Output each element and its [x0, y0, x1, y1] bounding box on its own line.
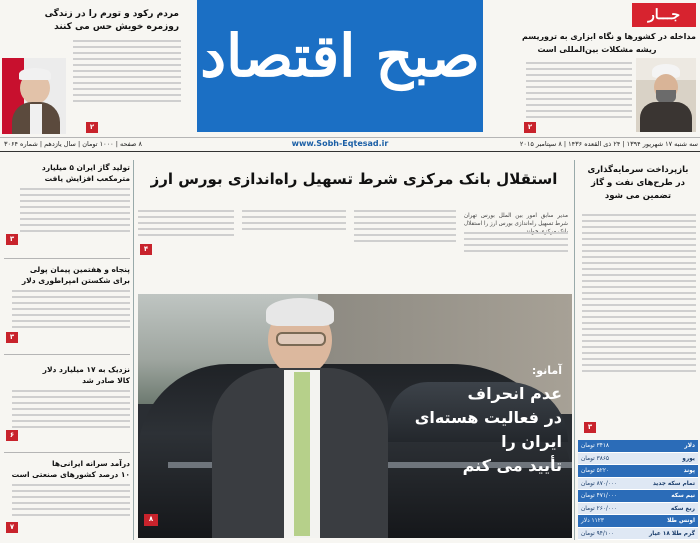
- rates-label: اونس طلا: [667, 518, 695, 524]
- left-story-2-body: [12, 290, 130, 328]
- issue-line: ۸ صفحه | ۱۰۰۰ تومان | سال یازدهم | شماره ۳۰۶۴: [4, 140, 143, 148]
- left-story-3-title-line1: نزدیک به ۱۷ میلیارد دلار: [42, 365, 130, 374]
- jar-badge: جـــار: [632, 3, 696, 27]
- masthead: [197, 0, 483, 132]
- right-story-title-line1: بازپرداخت سرمایه‌گذاری: [587, 165, 689, 175]
- rates-value: ۸۷۰/۰۰۰ تومان: [581, 480, 618, 487]
- left-story-2-page-badge[interactable]: ۳: [6, 332, 18, 343]
- top-left-title-line2: روزمره خویش حس می کنند: [54, 22, 179, 32]
- rates-label: ربع سکه: [670, 505, 695, 512]
- rates-row: [578, 478, 698, 491]
- rates-label: دلار: [684, 443, 695, 449]
- rates-table: [578, 440, 698, 540]
- rates-label: پوند: [683, 468, 695, 474]
- left-story-1[interactable]: [4, 162, 130, 243]
- rates-label: تمام سکه جدید: [652, 480, 695, 487]
- rates-value: ۹۴/۱۰۰ تومان: [581, 530, 615, 537]
- main-page-badge[interactable]: ۴: [140, 244, 152, 255]
- right-story-title[interactable]: [580, 164, 696, 203]
- rates-row: [578, 515, 698, 528]
- masthead-logo[interactable]: صبح اقتصاد: [200, 22, 480, 90]
- left-rule-3: [4, 452, 130, 453]
- rates-label: یورو: [682, 455, 695, 462]
- top-right-title-line1: مداخله در کشورها و نگاه ابزاری به تروریسم: [522, 32, 696, 41]
- left-story-2-title-line1: پنجاه و هفتمین پیمان پولی: [29, 265, 130, 274]
- left-col-sep: [133, 160, 134, 540]
- main-col2-body: [354, 206, 456, 246]
- photo-caption-line2: در فعالیت هسته‌ای ایران را: [414, 408, 562, 451]
- date-bar-rule: [0, 151, 700, 152]
- photo-caption[interactable]: [382, 382, 562, 478]
- left-rule-1: [4, 258, 130, 259]
- rates-value: ۲۶۰/۰۰۰ تومان: [581, 505, 618, 512]
- left-story-4-title-line2: ۱۰ درصد کشورهای صنعتی است: [11, 470, 130, 479]
- right-story-page-badge[interactable]: ۳: [584, 422, 596, 433]
- main-col4-body: [138, 206, 234, 240]
- top-left-title-line1: مردم رکود و تورم را در زندگی: [44, 9, 179, 19]
- left-rule-2: [4, 354, 130, 355]
- rates-row: [578, 440, 698, 453]
- top-left-news: [0, 0, 185, 138]
- photo-caption-line1: عدم انحراف: [467, 384, 562, 403]
- left-story-4[interactable]: [4, 458, 130, 531]
- rates-value: ۴۷۱/۰۰۰ تومان: [581, 493, 618, 499]
- rates-row: [578, 503, 698, 516]
- top-right-photo: [636, 58, 696, 132]
- left-story-4-page-badge[interactable]: ۷: [6, 522, 18, 533]
- right-story-title-line2: در طرح‌های نفت و گاز: [590, 178, 685, 188]
- top-left-body: [73, 36, 181, 106]
- left-story-4-title-line1: درآمد سرانه ایرانی‌ها: [52, 459, 130, 468]
- top-right-page-badge[interactable]: ۲: [524, 122, 536, 133]
- left-story-3-page-badge[interactable]: ۶: [6, 430, 18, 441]
- rates-row: [578, 490, 698, 503]
- top-rule: [0, 137, 700, 138]
- main-col1-body: [464, 228, 568, 256]
- left-story-3-body: [12, 390, 130, 428]
- left-story-4-body: [12, 484, 130, 516]
- left-story-1-body: [20, 188, 130, 232]
- rates-value: ۱۱۲۳ دلار: [581, 518, 604, 524]
- top-left-photo: [2, 58, 66, 134]
- left-story-3-title-line2: کالا صادر شد: [82, 376, 130, 385]
- left-story-2[interactable]: [4, 264, 130, 341]
- top-left-page-badge[interactable]: ۲: [86, 122, 98, 133]
- main-photo: [138, 294, 572, 538]
- rates-row: [578, 528, 698, 541]
- left-story-1-title-line1: تولید گاز ایران ۵ میلیارد: [41, 163, 130, 172]
- main-headline[interactable]: استقلال بانک مرکزی شرط تسهیل راه‌اندازی بورس ارز: [150, 170, 558, 188]
- rates-value: ۳۴۱۸ تومان: [581, 443, 610, 449]
- right-story-body: [582, 210, 696, 376]
- photo-page-badge[interactable]: ۸: [144, 514, 158, 526]
- top-right-title-line2: ریشه مشکلات بین‌المللی است: [537, 45, 657, 54]
- right-col-sep: [574, 160, 575, 540]
- rates-label: نیم سکه: [671, 493, 695, 499]
- top-right-body: [526, 58, 632, 122]
- rates-label: گرم طلا ۱۸ عیار: [648, 530, 695, 537]
- left-story-1-page-badge[interactable]: ۳: [6, 234, 18, 245]
- top-left-title[interactable]: [0, 8, 179, 34]
- top-right-news: [498, 0, 700, 138]
- rates-value: ۵۲۲۰ تومان: [581, 468, 610, 474]
- right-story-title-line3: تضمین می شود: [604, 191, 672, 201]
- rates-value: ۳۸۶۵ تومان: [581, 455, 610, 462]
- left-story-2-title-line2: برای شکستن امپراطوری دلار: [21, 276, 130, 285]
- photo-overline: آمانو:: [531, 364, 562, 377]
- date-line: سه شنبه ۱۷ شهریور ۱۳۹۴ | ۲۴ ذی القعده ۱۴۳۶ | ۸ سپتامبر ۲۰۱۵: [519, 140, 698, 148]
- main-lead: مدیر سابق امور بین الملل بورس تهران شرط تسهیل راه‌اندازی بورس ارز را استقلال: [464, 213, 568, 228]
- rates-row: [578, 465, 698, 478]
- masthead-website[interactable]: www.Sobh-Eqtesad.ir: [291, 139, 389, 148]
- top-right-title[interactable]: [498, 30, 696, 56]
- photo-caption-line3: تأیید می کنم: [462, 456, 562, 475]
- main-col3-body: [242, 206, 346, 234]
- rates-row: [578, 453, 698, 466]
- left-story-3[interactable]: [4, 364, 130, 439]
- left-story-1-title-line2: مترمکعب افزایش یافت: [44, 174, 130, 183]
